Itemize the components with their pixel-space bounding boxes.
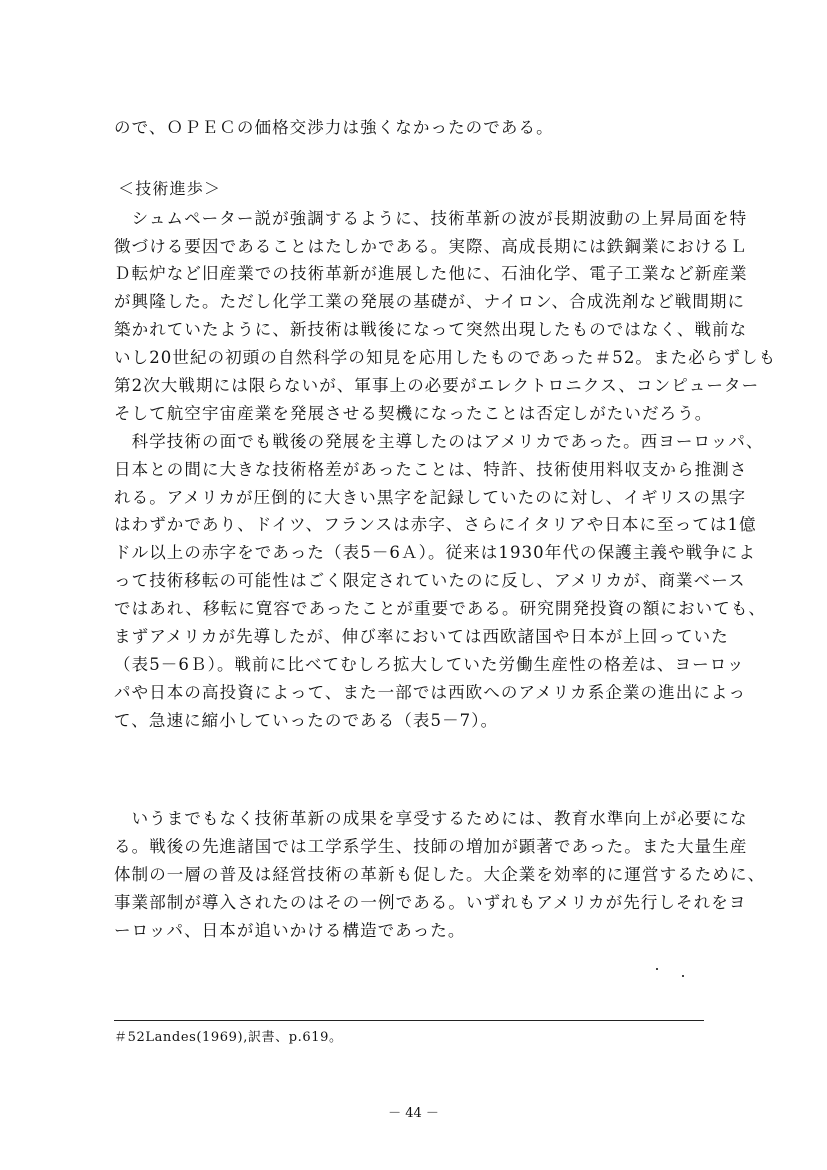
paragraph-line: そして航空宇宙産業を発展させる契機になったことは否定しがたいだろう。 xyxy=(114,404,713,423)
paragraph-line: 事業部制が導入されたのはその一例である。いずれもアメリカが先行しそれをヨ xyxy=(114,893,747,912)
scan-speck xyxy=(656,968,658,970)
paragraph-line: いうまでもなく技術革新の成果を享受するためには、教育水準向上が必要にな xyxy=(114,809,748,828)
page-number: － 44 － xyxy=(388,1106,439,1121)
paragraph-line: 第2次大戦期には限らないが、軍事上の必要がエレクトロニクス、コンピューター xyxy=(114,376,760,395)
paragraph-line: 体制の一層の普及は経営技術の革新も促した。大企業を効率的に運営するために、 xyxy=(114,865,766,884)
paragraph-line: いし20世紀の初頭の自然科学の知見を応用したものであった＃52。また必らずしも xyxy=(114,348,777,367)
paragraph-line: て、急速に縮小していったのである（表5－7）。 xyxy=(114,711,499,730)
scan-speck xyxy=(682,975,684,977)
paragraph-line: ので、ＯＰＥＣの価格交渉力は強くなかったのである。 xyxy=(114,118,554,137)
paragraph-line: はわずかであり、ドイツ、フランスは赤字、さらにイタリアや日本に至っては1億 xyxy=(114,515,757,534)
paragraph-line: （表5－6Ｂ）。戦前に比べてむしろ拡大していた労働生産性の格差は、ヨーロッ xyxy=(114,655,745,674)
section-heading: ＜技術進歩＞ xyxy=(118,179,222,198)
paragraph-line: 築かれていたように、新技術は戦後になって突然出現したものではなく、戦前な xyxy=(114,320,748,339)
paragraph-line: が興隆した。ただし化学工業の発展の基礎が、ナイロン、合成洗剤など戦間期に xyxy=(114,292,746,311)
footnote: ＃52Landes(1969),訳書、p.619。 xyxy=(114,1030,343,1045)
paragraph-line: シュムペーター説が強調するように、技術革新の波が長期波動の上昇局面を特 xyxy=(114,209,748,228)
paragraph-line: 日本との間に大きな技術格差があったことは、特許、技術使用料収支から推測さ xyxy=(114,460,748,479)
paragraph-line: 徴づける要因であることはたしかである。実際、高成長期には鉄鋼業におけるＬ xyxy=(114,237,748,256)
paragraph-line: まずアメリカが先導したが、伸び率においては西欧諸国や日本が上回っていた xyxy=(114,627,729,646)
paragraph-line: れる。アメリカが圧倒的に大きい黒字を記録していたのに対し、イギリスの黒字 xyxy=(114,488,747,507)
footnote-rule xyxy=(114,1020,704,1021)
paragraph-line: ドル以上の赤字をであった（表5－6Ａ）。従来は1930年代の保護主義や戦争によ xyxy=(114,543,756,562)
paragraph-line: ーロッパ、日本が追いかける構造であった。 xyxy=(114,921,466,940)
paragraph-line: って技術移転の可能性はごく限定されていたのに反し、アメリカが、商業ベース xyxy=(114,571,746,590)
paragraph-line: ではあれ、移転に寛容であったことが重要である。研究開発投資の額においても、 xyxy=(114,599,767,618)
paragraph-line: 科学技術の面でも戦後の発展を主導したのはアメリカであった。西ヨーロッパ、 xyxy=(114,432,764,451)
paragraph-line: パや日本の高投資によって、また一部では西欧へのアメリカ系企業の進出によっ xyxy=(114,683,747,702)
paragraph-line: Ｄ転炉など旧産業での技術革新が進展した他に、石油化学、電子工業など新産業 xyxy=(114,264,748,283)
paragraph-line: る。戦後の先進諸国では工学系学生、技師の増加が顕著であった。また大量生産 xyxy=(114,837,748,856)
